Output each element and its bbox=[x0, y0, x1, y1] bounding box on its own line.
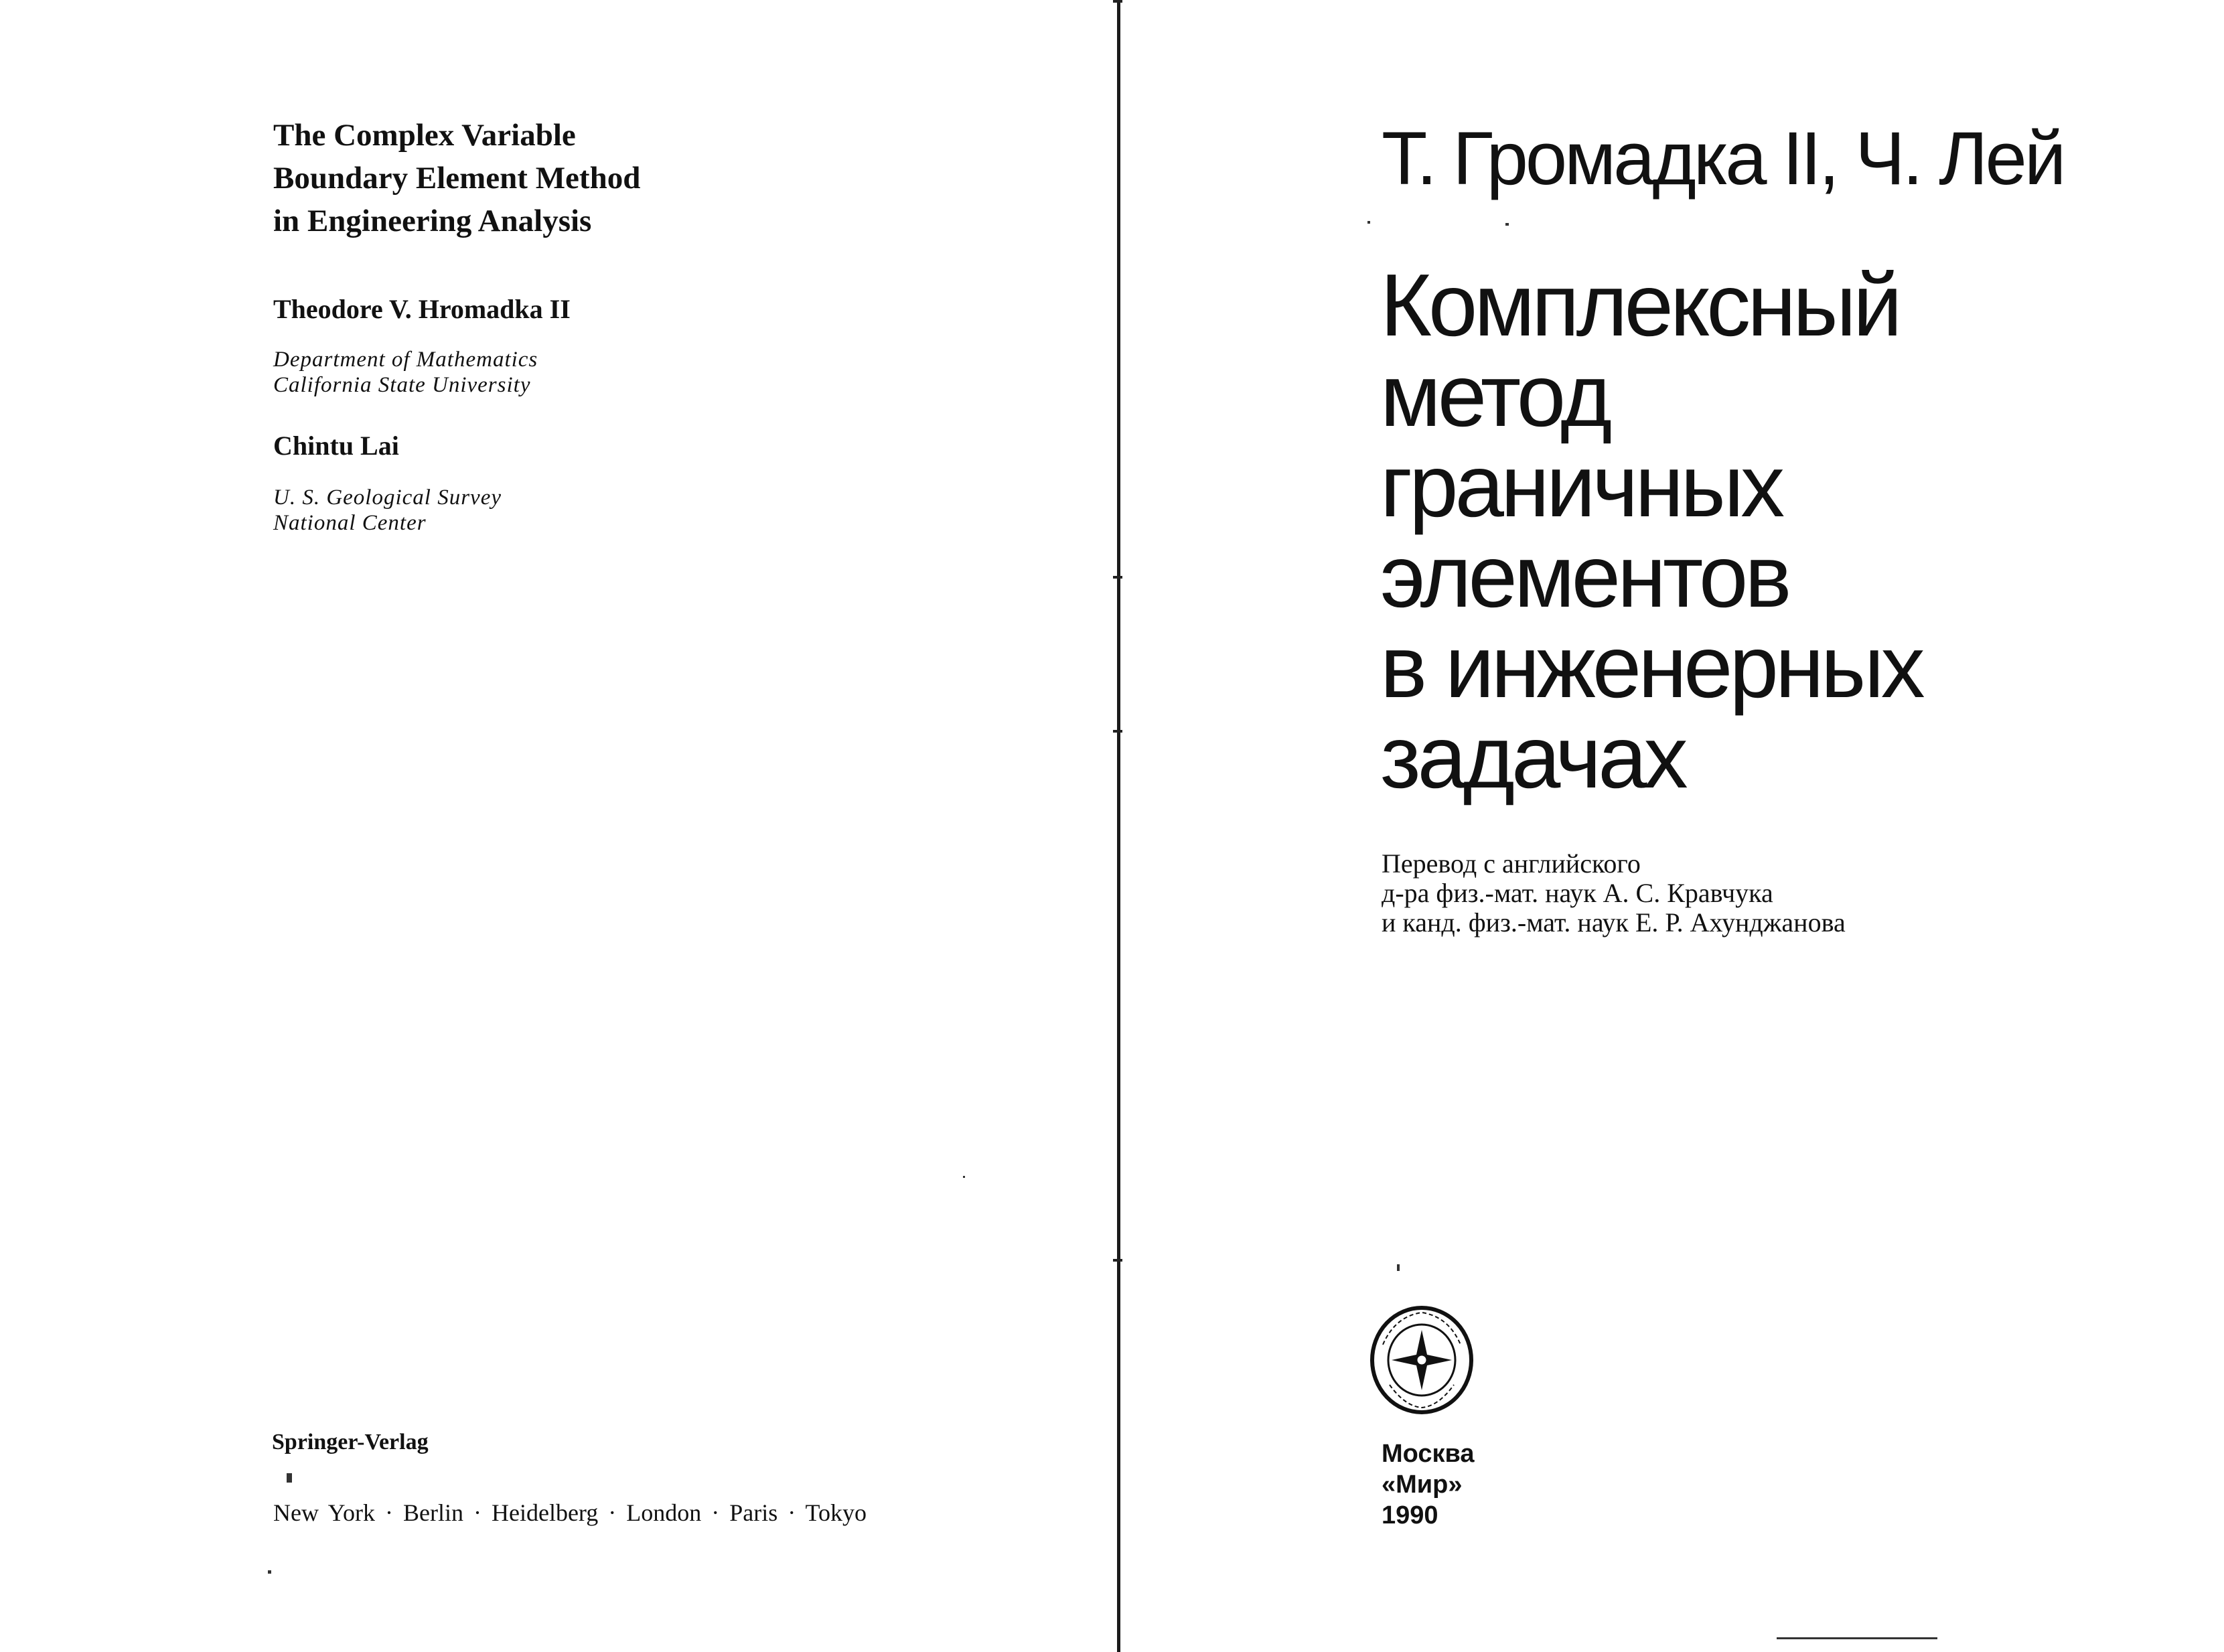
russian-authors: Т. Громадка II, Ч. Лей bbox=[1382, 117, 2064, 200]
russian-title-line: задачах bbox=[1380, 708, 1685, 806]
translation-line: Перевод с английского bbox=[1382, 848, 1641, 879]
right-page bbox=[1120, 0, 2224, 1652]
scan-speck bbox=[1505, 223, 1509, 226]
scan-speck bbox=[1397, 1264, 1400, 1271]
affiliation-line: California State University bbox=[273, 373, 531, 397]
russian-title-line: метод bbox=[1380, 346, 1609, 445]
translation-line: д-ра физ.-мат. наук А. С. Кравчука bbox=[1382, 878, 1773, 908]
english-title bbox=[273, 114, 640, 242]
affiliation-line: Department of Mathematics bbox=[273, 348, 538, 372]
affiliation-line: U. S. Geological Survey bbox=[273, 485, 502, 510]
russian-title-line: Комплексный bbox=[1380, 256, 1899, 354]
english-title-line: Boundary Element Method bbox=[273, 161, 641, 196]
russian-title-line: граничных bbox=[1380, 437, 1782, 535]
russian-title-line: элементов bbox=[1380, 527, 1789, 625]
scan-speck bbox=[963, 1176, 965, 1178]
publisher-emblem-icon bbox=[1368, 1304, 1475, 1416]
english-title-line: The Complex Variable bbox=[273, 118, 576, 153]
scan-speck bbox=[287, 1473, 292, 1483]
scan-speck bbox=[268, 1570, 271, 1574]
english-title-line: in Engineering Analysis bbox=[273, 204, 592, 238]
imprint-city: Москва bbox=[1382, 1440, 1475, 1468]
translation-note bbox=[1382, 849, 1846, 937]
russian-title-line: в инженерных bbox=[1380, 617, 1922, 716]
scan-speck bbox=[1367, 221, 1370, 224]
author-affiliation-1 bbox=[273, 347, 538, 398]
author-name-2: Chintu Lai bbox=[273, 431, 399, 461]
author-affiliation-2 bbox=[273, 485, 502, 536]
imprint bbox=[1382, 1438, 1475, 1531]
scan-line bbox=[1777, 1637, 1937, 1639]
translation-line: и канд. физ.-мат. наук Е. Р. Ахунджанова bbox=[1382, 907, 1846, 937]
publisher-name-en: Springer-Verlag bbox=[272, 1430, 429, 1454]
author-name-1: Theodore V. Hromadka II bbox=[273, 294, 571, 324]
affiliation-line: National Center bbox=[273, 511, 427, 535]
imprint-year: 1990 bbox=[1382, 1501, 1438, 1529]
publisher-cities: New York · Berlin · Heidelberg · London · Paris · Tokyo bbox=[273, 1499, 867, 1526]
imprint-publisher: «Мир» bbox=[1382, 1471, 1463, 1499]
russian-title bbox=[1380, 256, 1922, 806]
